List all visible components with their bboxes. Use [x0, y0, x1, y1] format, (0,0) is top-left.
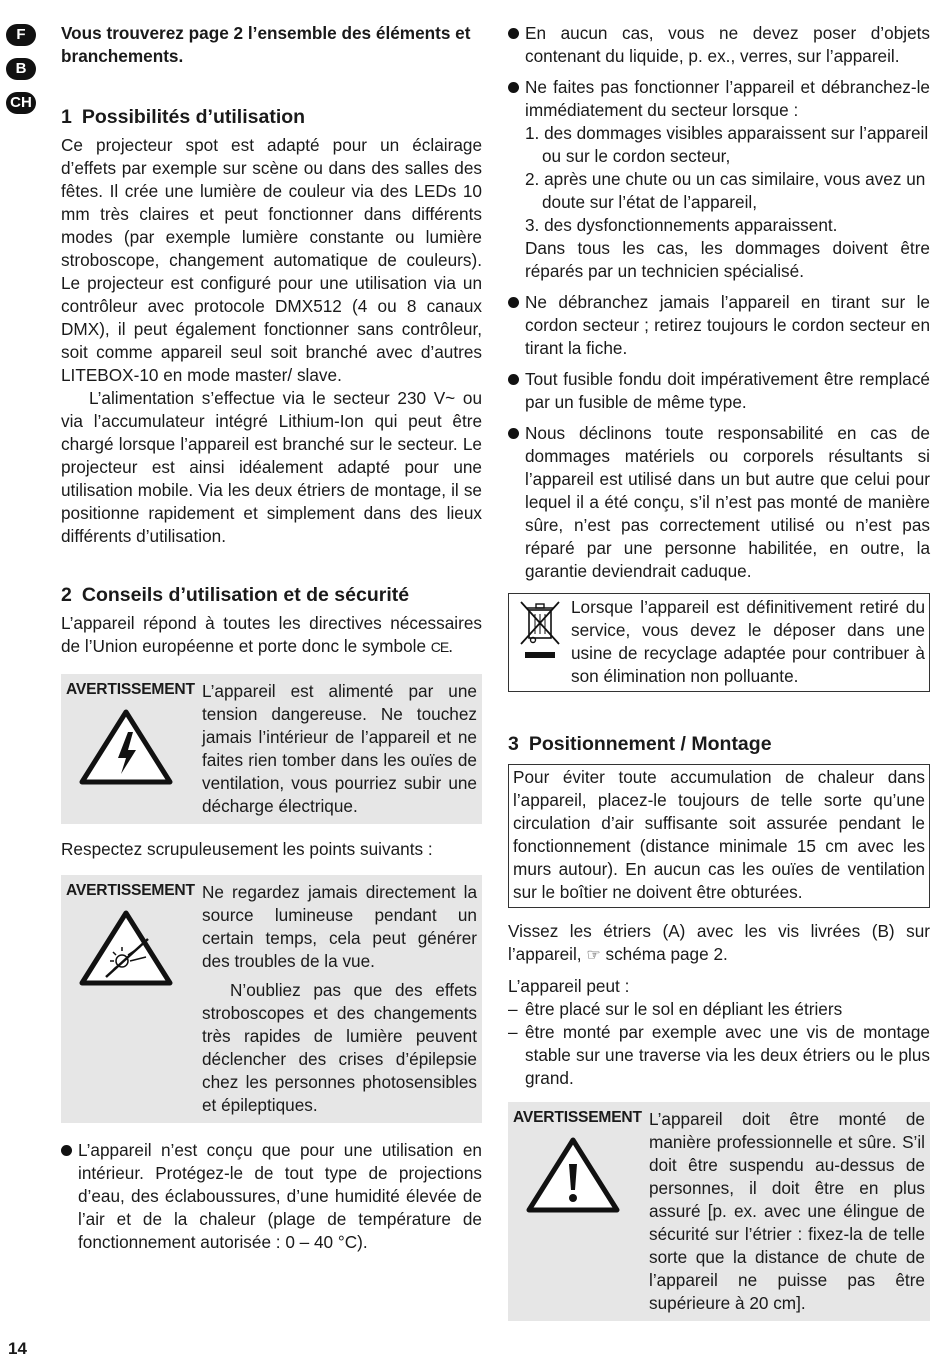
no-stare-light-icon — [66, 907, 202, 993]
mounting-paragraph: Vissez les étriers (A) avec les vis livrées (B) sur l’appareil, ☞ schéma page 2. — [508, 921, 930, 964]
crossed-bin-weee-icon — [513, 596, 571, 688]
list-item: 1. des dommages visibles apparaissent sur l’appareil ou sur le cordon secteur, — [525, 123, 929, 166]
intro-text: Vous trouverez page 2 l’ensemble des éléments et branchements. — [61, 23, 471, 66]
lang-tab-ch: CH — [6, 92, 36, 114]
device-can-text: L’appareil peut : — [508, 976, 630, 996]
warning-text-light-2: N’oubliez pas que des effets stroboscopes et des changements très rapides de lumière peuvent déclencher des crises d’épilepsie chez les personnes photosensibles et épileptiques. — [202, 980, 477, 1115]
page-number: 14 — [8, 1339, 27, 1358]
section-1-paragraph-1: Ce projecteur spot est adapté pour un éclairage d’effets par exemple sur scène ou dans des salles des fêtes. Il crée une lumière de couleur via des LEDs 10 mm très claires et peut fonctionner dans différents modes (par exemple lumière constante ou lumière stroboscope, changement automatique de couleurs). Le projecteur est configuré pour une utilisation via un contrôleur avec protocole DMX512 (4 ou 8 canaux DMX), il peut également fonctionner sans contrôleur, soit comme appareil seul soit branché avec d’autres LITEBOX-10 en mode master/ slave. — [61, 135, 482, 385]
bullet-mains-cord: Ne débranchez jamais l’appareil en tirant sur le cordon secteur ; retirez toujours le cordon secteur en tirant la fiche. — [508, 291, 930, 360]
bullet-indoor-use: L’appareil n’est conçu que pour une utilisation en intérieur. Protégez-le de tout type de projections d’eau, des éclaboussures, d’une humidité élevée de l’air et de la chaleur (plage de température de fonctionnement autorisée : 0 – 40 °C). — [61, 1139, 482, 1254]
lang-tab-f: F — [6, 24, 36, 46]
left-column — [61, 22, 482, 1262]
ventilation-note-box: Pour éviter toute accumulation de chaleur dans l’appareil, placez-le toujours de telle sorte qu’une circulation d’air suffisante soit assurée pendant le fonctionnement (distance minimale 15 cm avec les murs autour). En aucun cas les ouïes de ventilation sur le boîtier ne doivent être obturées. — [508, 764, 930, 908]
right-column — [508, 22, 930, 1321]
section-1-paragraph-2: L’alimentation s’effectue via le secteur 230 V~ ou via l’accumulateur intégré Lithium-Ion qui peut être chargé lorsque l’appareil est branché sur le secteur. Le projecteur est ainsi idéalement adapté pour une utilisation mobile. Via les deux étriers de montage, il se positionne rapidement et simplement dans des lieux différents d’utilisation. — [61, 388, 482, 546]
section-1-heading: 1 Possibilités d’utilisation — [61, 106, 306, 128]
ce-mark: CE — [430, 639, 449, 655]
warning-label: AVERTISSEMENT — [513, 1109, 642, 1126]
bullet-disconnect: Ne faites pas fonctionner l’appareil et débranchez-le immédiatement du secteur lorsque : 1. des dommages visibles apparaissent sur l’appareil ou sur le cordon secteur, 2. après une chute ou un cas similaire, vous avez un doute sur l’état de l’appareil, 3. des dysfonctionnements apparaissent. Dans tous les cas, les dommages doivent être réparés par un technicien spécialisé. — [508, 76, 930, 283]
section-2-heading: 2 Conseils d’utilisation et de sécurité — [61, 584, 410, 606]
warning-label: AVERTISSEMENT — [66, 681, 195, 698]
warning-box-voltage — [61, 674, 482, 824]
repair-note: Dans tous les cas, les dommages doivent être réparés par un technicien spécialisé. — [525, 238, 930, 281]
list-item: – être monté par exemple avec une vis de montage stable sur une traverse via les deux étriers ou le plus grand. — [508, 1022, 930, 1088]
section-3-heading: 3 Positionnement / Montage — [508, 733, 772, 755]
list-item: 2. après une chute ou un cas similaire, vous avez un doute sur l’état de l’appareil, — [525, 169, 926, 212]
recycling-text: Lorsque l’appareil est définitivement retiré du service, vous devez le déposer dans une usine de recyclage adaptée pour contribuer à son élimination non polluante. — [571, 597, 925, 686]
section-2-paragraph-1: L’appareil répond à toutes les directives nécessaires de l’Union européenne et porte donc le symbole CE. — [61, 613, 482, 656]
warning-text-voltage: L’appareil est alimenté par une tension dangereuse. Ne touchez jamais l’intérieur de l’appareil et ne faites rien tomber dans les ouïes de ventilation, vous pourriez subir une décharge électrique. — [202, 681, 477, 816]
warning-text-mounting: L’appareil doit être monté de manière professionnelle et sûre. S’il doit être suspendu au-dessus de personnes, il doit être en plus assuré [p. ex. avec une élingue de sécurité sur l’étrier : fixez-la de telle sorte que la distance de chute de l’appareil ne puisse pas être supérieure à 20 cm]. — [649, 1109, 925, 1313]
warning-box-mounting — [508, 1102, 930, 1321]
warning-label: AVERTISSEMENT — [66, 882, 195, 899]
exclamation-warning-icon — [513, 1134, 649, 1220]
list-item: 3. des dysfonctionnements apparaissent. — [525, 215, 838, 235]
list-item: – être placé sur le sol en dépliant les étriers — [508, 999, 843, 1019]
bullet-fuse: Tout fusible fondu doit impérativement être remplacé par un fusible de même type. — [508, 368, 930, 414]
warning-box-light — [61, 875, 482, 1123]
bullet-liquids: En aucun cas, vous ne devez poser d’objets contenant du liquide, p. ex., verres, sur l’appareil. — [508, 22, 930, 68]
pointing-hand-icon: ☞ — [586, 947, 601, 964]
warning-text-light-1: Ne regardez jamais directement la source lumineuse pendant un certain temps, cela peut générer des troubles de la vue. — [202, 882, 477, 971]
high-voltage-warning-icon — [66, 706, 202, 792]
respect-points-text: Respectez scrupuleusement les points suivants : — [61, 839, 433, 859]
recycling-box — [508, 593, 930, 692]
bullet-liability: Nous déclinons toute responsabilité en cas de dommages matériels ou corporels résultants si l’appareil est utilisé dans un but autre que celui pour lequel il a été conçu, s’il n’est pas monté de manière sûre, n’est pas correctement utilisé ou n’est pas réparé par une personne habilitée, en outre, la garantie deviendrait caduque. — [508, 422, 930, 583]
lang-tab-b: B — [6, 58, 36, 80]
